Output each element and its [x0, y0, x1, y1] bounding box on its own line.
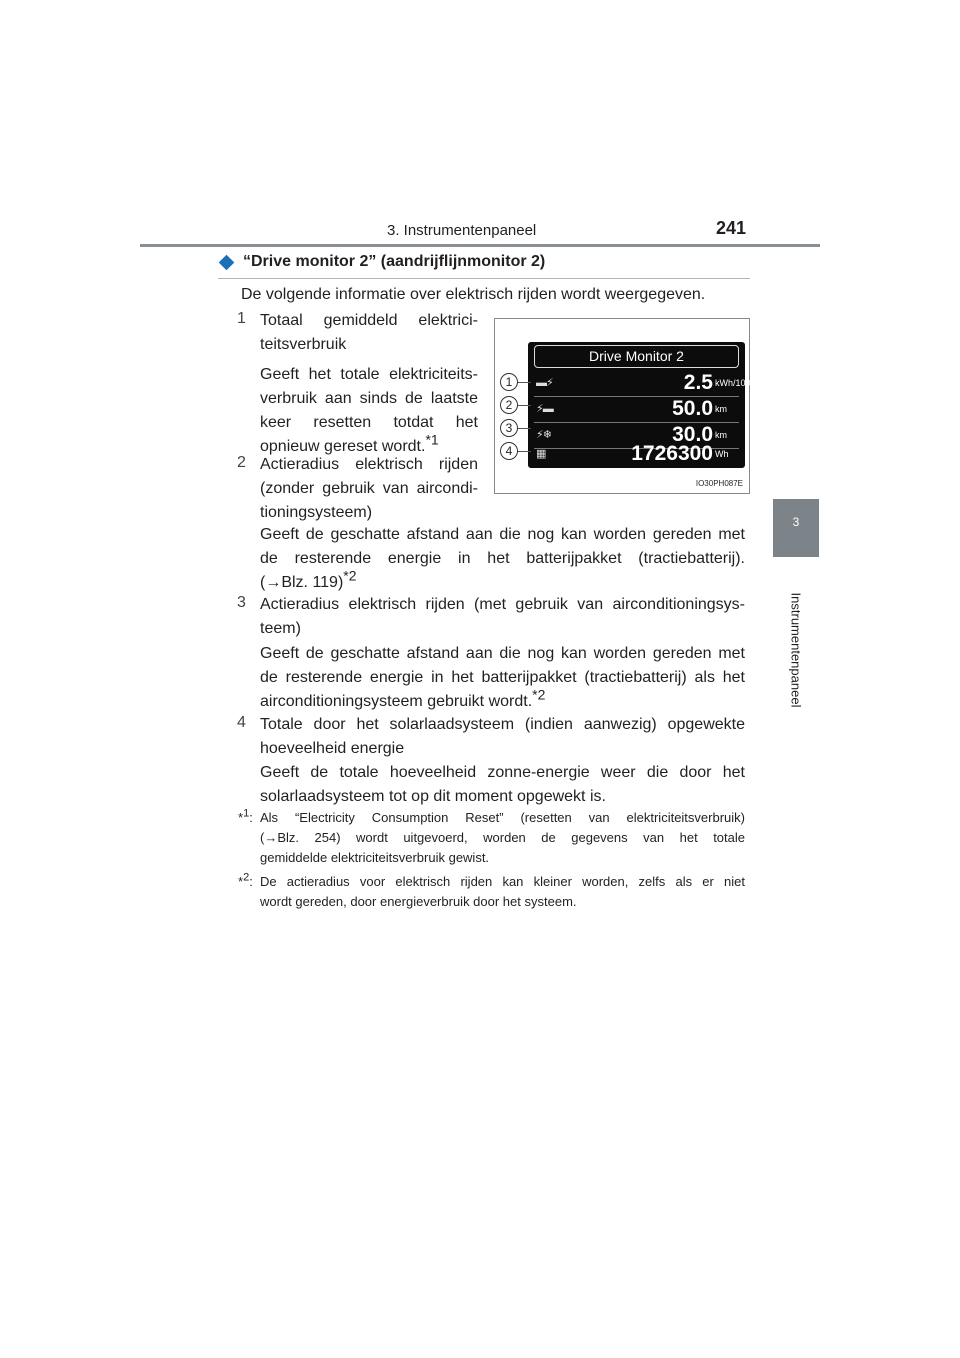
item-number-3: 3 [237, 594, 246, 611]
screen-title: Drive Monitor 2 [534, 345, 739, 368]
footnote-ref: *2 [532, 686, 546, 703]
text-line: Totale door het solarlaadsysteem (indien aanwezig) opgewekte [260, 716, 745, 733]
footnote-text [260, 808, 745, 868]
item-2-title [260, 453, 478, 525]
text-line: Geeft het totale elektriciteits- [260, 366, 478, 383]
text-line: wordt gereden, door energieverbruik door het systeem. [260, 894, 577, 909]
item-1-body [260, 363, 478, 459]
item-number-4: 4 [237, 714, 246, 731]
footnote-number: 2 [243, 871, 250, 884]
row-unit: Wh [715, 449, 729, 459]
header-divider [140, 244, 820, 247]
text-line: Als “Electricity Consumption Reset” (resetten van elektriciteitsverbruik) [260, 810, 745, 825]
monitor-row-1 [534, 371, 763, 395]
footnote-1 [238, 808, 745, 870]
text-line: Geeft de totale hoeveelheid zonne-energie weer die door het [260, 764, 745, 781]
row-value: 2.5 [683, 371, 713, 394]
figure-code: IO30PH087E [695, 479, 743, 488]
callout-leader [517, 382, 531, 383]
monitor-row-2 [534, 397, 739, 421]
text-line: Actieradius elektrisch rijden (met gebruik van airconditioningsys- [260, 596, 745, 613]
text-line: verbruik aan sinds de laatste [260, 390, 478, 407]
row-unit: kWh/100km [715, 378, 763, 388]
section-title: “Drive monitor 2” (aandrijflijnmonitor 2) [243, 253, 546, 270]
ev-range-ac-icon: ⚡❄ [536, 429, 551, 441]
callout-leader [517, 405, 531, 406]
ev-range-icon: ⚡▬ [536, 403, 553, 415]
text-line-end: (→Blz. 119) [260, 574, 344, 591]
footnote-ref: *1 [425, 431, 439, 448]
drive-monitor-figure [494, 318, 763, 494]
text-line: gemiddelde elektriciteitsverbruik gewist. [260, 850, 490, 865]
item-3-title [260, 593, 745, 641]
footnote-mark: *$^1$: [238, 807, 253, 825]
text-line: Actieradius elektrisch rijden [260, 456, 478, 473]
text-line: solarlaadsysteem tot op dit moment opgewekt is. [260, 788, 606, 805]
item-2-body [260, 523, 745, 595]
text-line-end: airconditioningsysteem gebruikt wordt. [260, 693, 533, 710]
text-line: Totaal gemiddeld elektrici- [260, 312, 478, 329]
row-value: 50.0 [672, 397, 713, 420]
text-line: (→Blz. 254) wordt uitgevoerd, worden de gegevens van het totale [260, 830, 745, 845]
callout-3: 3 [500, 419, 518, 437]
item-number-2: 2 [237, 454, 246, 471]
display-screen [528, 342, 763, 468]
footnote-mark: *$^2$: [238, 871, 253, 889]
row-value: 1726300 [631, 442, 713, 465]
callout-2: 2 [500, 396, 518, 414]
heading-divider [218, 278, 750, 279]
section-heading [218, 253, 750, 271]
text-line: tioningsysteem) [260, 504, 373, 521]
text-line: de resterende energie in het batterijpakket (tractiebatterij) als het [260, 669, 745, 686]
row-unit: km [715, 404, 727, 414]
monitor-row-4 [534, 442, 739, 466]
callout-4: 4 [500, 442, 518, 460]
text-line: De actieradius voor elektrisch rijden kan kleiner worden, zelfs als er niet [260, 874, 745, 889]
text-line-end: opnieuw gereset wordt. [260, 438, 426, 455]
text-line: teem) [260, 620, 301, 637]
chapter-title: 3. Instrumentenpaneel [387, 222, 537, 239]
text-line [260, 567, 745, 595]
footnote-star: * [238, 874, 244, 889]
car-plug-icon: ▬⚡ [536, 377, 553, 389]
item-3-body [260, 642, 745, 714]
footnote-ref: *2 [343, 567, 357, 584]
footnote-number: 1 [243, 807, 250, 820]
footnote-star: * [238, 810, 244, 825]
item-4-body [260, 761, 745, 809]
text-line: teitsverbruik [260, 336, 347, 353]
item-4-title [260, 713, 745, 761]
text-line: de resterende energie in het batterijpakket (tractiebatterij). [260, 550, 745, 567]
item-1-title [260, 309, 478, 357]
text-line: (zonder gebruik van aircondi- [260, 480, 478, 497]
text-line: keer resetten totdat het [260, 414, 478, 431]
page-number: 241 [716, 218, 747, 238]
callout-leader [517, 428, 531, 429]
callout-leader [517, 451, 531, 452]
solar-panel-icon: ▦ [536, 448, 546, 460]
text-line [260, 686, 745, 714]
text-line: Geeft de geschatte afstand aan die nog kan worden gereden met [260, 526, 745, 543]
footnote-text [260, 872, 745, 912]
item-number-1: 1 [237, 310, 246, 327]
side-chapter-label: Instrumentenpaneel [788, 592, 804, 708]
row-unit: km [715, 430, 727, 440]
section-intro: De volgende informatie over elektrisch rijden wordt weergegeven. [241, 286, 706, 303]
chapter-tab: 3 [773, 499, 819, 557]
text-line: hoeveelheid energie [260, 740, 405, 757]
text-line: Geeft de geschatte afstand aan die nog kan worden gereden met [260, 645, 745, 662]
footnote-2 [238, 872, 745, 914]
diamond-bullet-icon [219, 254, 235, 270]
row-value: 30.0 [672, 423, 713, 446]
callout-1: 1 [500, 373, 518, 391]
